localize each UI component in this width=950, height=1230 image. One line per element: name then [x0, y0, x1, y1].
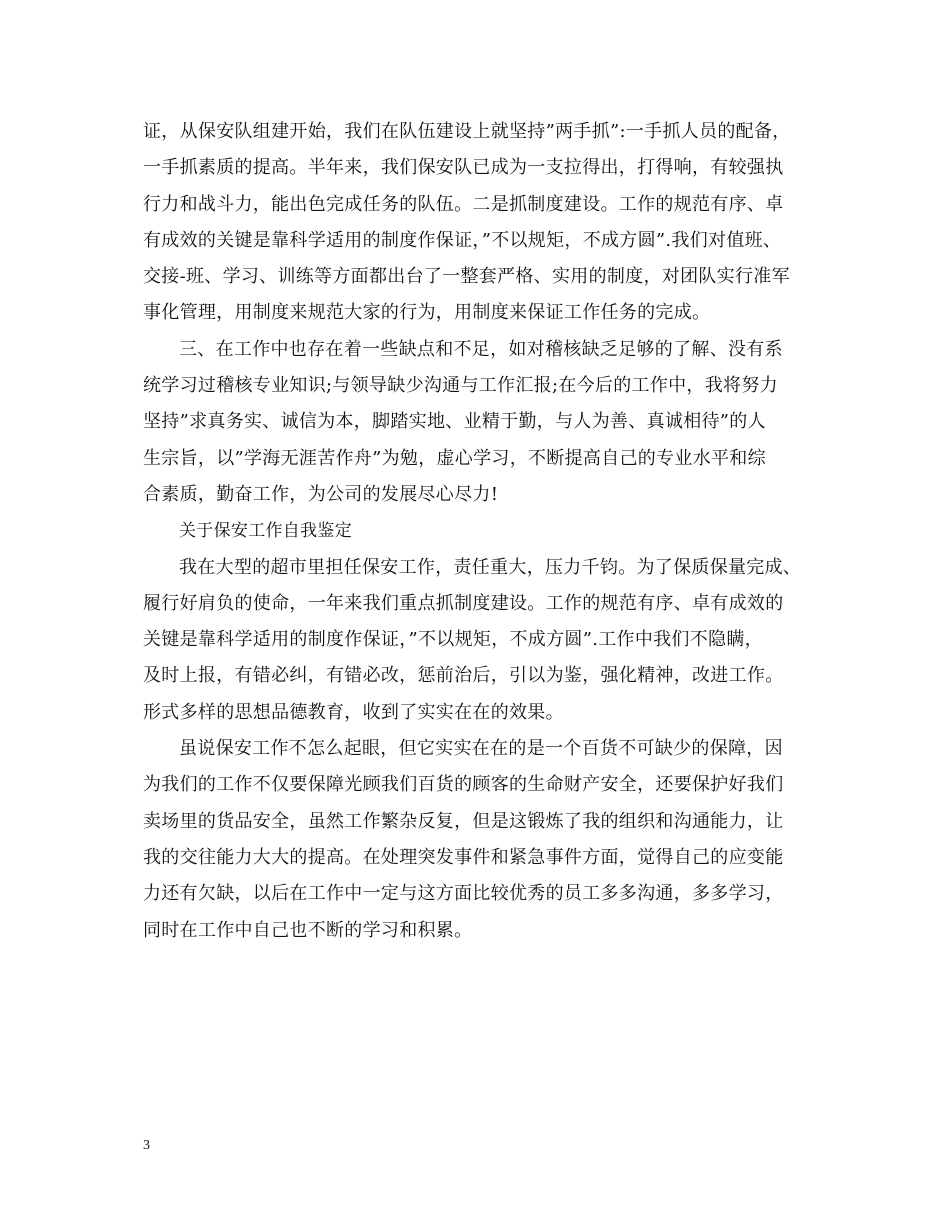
text-line: 关键是靠科学适用的制度作保证，”不以规矩，不成方圆”.工作中我们不隐瞒， [143, 629, 763, 651]
text-line: 卖场里的货品安全，虽然工作繁杂反复，但是这锻炼了我的组织和沟通能力，让 [143, 810, 784, 832]
text-line: 统学习过稽核专业知识;与领导缺少沟通与工作汇报;在今后的工作中，我将努力 [143, 375, 778, 397]
paragraph-start-line: 我在大型的超市里担任保安工作，责任重大，压力千钧。为了保质保量完成、 [179, 556, 802, 578]
text-line: 生宗旨，以”学海无涯苦作舟”为勉，虚心学习，不断提高自己的专业水平和综 [143, 447, 766, 469]
text-line: 合素质，勤奋工作，为公司的发展尽心尽力! [143, 483, 499, 505]
text-line: 证，从保安队组建开始，我们在队伍建设上就坚持”两手抓”:一手抓人员的配备， [143, 121, 791, 142]
text-line: 形式多样的思想品德教育，收到了实实在在的效果。 [143, 701, 564, 723]
body-text [143, 114, 843, 949]
page-number: 3 [143, 1138, 150, 1153]
text-line: 及时上报，有错必纠，有错必改，惩前治后，引以为鉴，强化精神，改进工作。 [143, 665, 784, 687]
text-line: 力还有欠缺，以后在工作中一定与这方面比较优秀的员工多多沟通，多多学习， [143, 883, 784, 905]
text-line: 有成效的关键是靠科学适用的制度作保证，”不以规矩，不成方圆”.我们对值班、 [143, 229, 782, 251]
paragraph-start-line: 三、在工作中也存在着一些缺点和不足，如对稽核缺乏足够的了解、没有系 [179, 338, 783, 360]
text-line: 同时在工作中自己也不断的学习和积累。 [143, 919, 473, 941]
text-line: 我的交往能力大大的提高。在处理突发事件和紧急事件方面，觉得自己的应变能 [143, 846, 784, 868]
text-line: 事化管理，用制度来规范大家的行为，用制度来保证工作任务的完成。 [143, 302, 711, 324]
paragraph-start-line: 虽说保安工作不怎么起眼，但它实实在在的是一个百货不可缺少的保障，因 [179, 738, 783, 760]
text-line: 行力和战斗力，能出色完成任务的队伍。二是抓制度建设。工作的规范有序、卓 [143, 193, 784, 215]
text-line: 坚持”求真务实、诚信为本，脚踏实地、业精于勤，与人为善、真诚相待”的人 [143, 411, 766, 433]
section-heading: 关于保安工作自我鉴定 [179, 521, 352, 542]
text-line: 一手抓素质的提高。半年来，我们保安队已成为一支拉得出，打得响，有较强执 [143, 157, 784, 179]
text-line: 交接-班、学习、训练等方面都出台了一整套严格、实用的制度，对团队实行准军 [143, 266, 790, 288]
text-line: 履行好肩负的使命，一年来我们重点抓制度建设。工作的规范有序、卓有成效的 [143, 592, 784, 614]
text-line: 为我们的工作不仅要保障光顾我们百货的顾客的生命财产安全，还要保护好我们 [143, 774, 784, 796]
